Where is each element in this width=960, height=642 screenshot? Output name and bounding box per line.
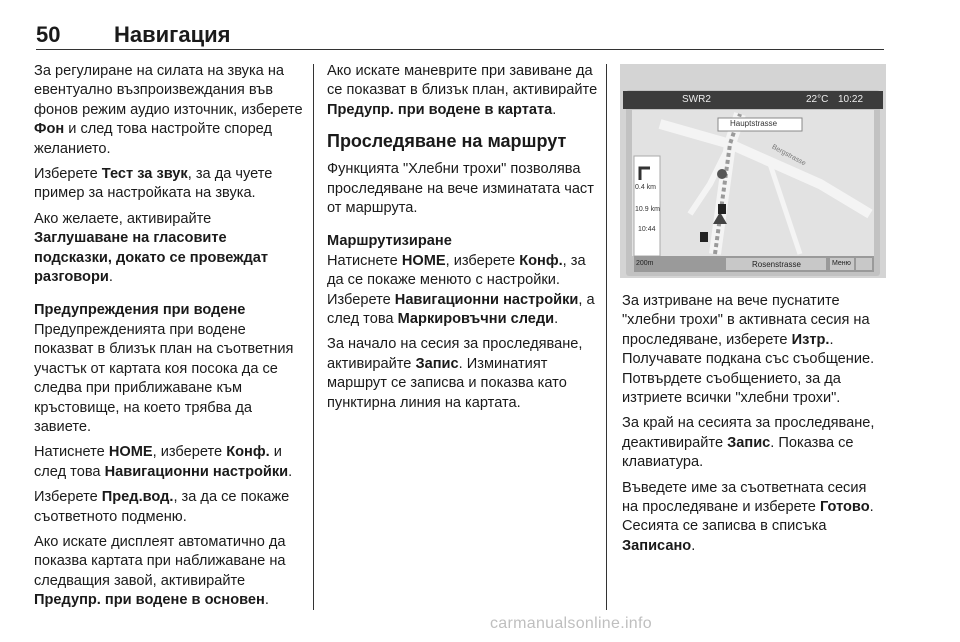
paragraph: За начало на сесия за проследяване, активирайте Запис. Изминатият маршрут се записва и показва като пунктирна линия на картата. — [327, 336, 583, 411]
paragraph: За регулиране на силата на звука на евентуално възпроизвеждания във фонов режим аудио източник, изберете Фон и след това настройте според желанието. — [34, 63, 303, 157]
page-number: 50 — [36, 22, 61, 47]
paragraph: За изтриване на вече пуснатите "хлебни трохи" в активната сесия на проследяване, изберете Изтр.. Получавате подкана със съобщение. Потвърдете съобщението, за да изтриете всички "хлебни трохи". — [622, 293, 875, 407]
paragraph: Натиснете HOME, изберете Конф., за да се покаже менюто с настройки. Изберете Навигационни настройки, а след това Маркировъчни следи. — [327, 252, 595, 328]
map-road-label: Bergstrasse — [770, 143, 807, 168]
header-divider — [36, 49, 884, 50]
clock-label: 10:22 — [838, 94, 864, 105]
column-2 — [327, 62, 599, 419]
bottom-street-label: Rosenstrasse — [752, 260, 801, 269]
paragraph: Функцията "Хлебни трохи" позволява проследяване на вече изминатата част от маршрута. — [327, 161, 594, 217]
watermark: carmanualsonline.info — [490, 615, 652, 632]
paragraph: Въведете име за съответната сесия на проследяване и изберете Готово. Сесията се записва в списъка Записано. — [622, 479, 874, 554]
paragraph: Натиснете HOME, изберете Конф. и след това Навигационни настройки. — [34, 444, 293, 480]
menu-button[interactable]: Меню — [832, 260, 851, 267]
column-divider-left — [313, 64, 314, 610]
navigation-screen-illustration — [620, 64, 886, 278]
temperature-label: 22°C — [806, 94, 829, 105]
subsection-heading-routing: Маршрутизиране — [327, 233, 452, 250]
section-heading-route-tracking: Проследяване на маршрут — [327, 131, 567, 152]
page-header — [36, 0, 884, 50]
paragraph: Ако искате маневрите при завиване да се показват в близък план, активирайте Предупр. при водене в картата. — [327, 63, 598, 118]
paragraph: Ако желаете, активирайте Заглушаване на гласовите подсказки, докато се провеждат разговори. — [34, 210, 268, 286]
paragraph: Изберете Тест за звук, за да чуете пример за настройката на звука. — [34, 166, 273, 202]
column-3 — [622, 292, 884, 562]
paragraph: Изберете Пред.вод., за да се покаже съответното подменю. — [34, 489, 290, 525]
paragraph: Предупрежденията при водене показват в близък план на съответния участък от картата коя посока да се следва при приближаване към кръстовище, на което трябва да завиете. — [34, 321, 294, 435]
section-heading-warnings: Предупреждения при водене — [34, 302, 246, 319]
station-label: SWR2 — [682, 94, 711, 105]
paragraph: За край на сесията за проследяване, деактивирайте Запис. Показва се клавиатура. — [622, 415, 875, 471]
distance-label: 0.4 km — [635, 184, 657, 191]
scale-label: 200m — [636, 260, 654, 267]
eta-label: 10:44 — [638, 226, 656, 233]
column-1 — [34, 62, 306, 617]
paragraph: Ако искате дисплеят автоматично да показва картата при наближаване на следващия завой, активирайте Предупр. при водене в основен. — [34, 533, 286, 609]
distance-total-label: 10.9 km — [635, 206, 660, 213]
column-divider-right — [606, 64, 607, 610]
top-street-label: Hauptstrasse — [730, 119, 778, 128]
page-title: Навигация — [114, 22, 231, 47]
